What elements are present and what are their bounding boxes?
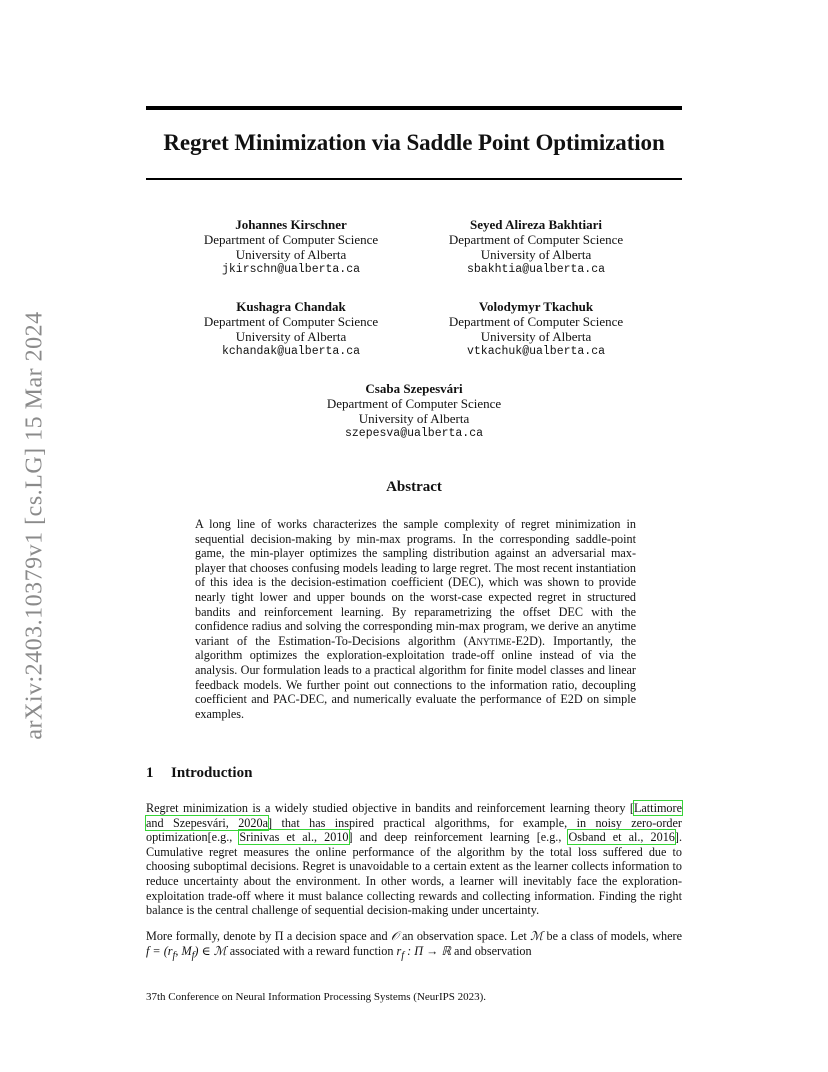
conference-footnote: 37th Conference on Neural Information Processing Systems (NeurIPS 2023).	[146, 991, 487, 1003]
math-subscript: f	[172, 950, 176, 962]
math-subscript: f	[191, 950, 195, 962]
author-name: Johannes Kirschner	[235, 217, 347, 232]
math-part: ) ∈ ℳ	[194, 943, 227, 958]
author-university: University of Alberta	[480, 247, 592, 262]
author-email: sbakhtia@ualberta.ca	[466, 263, 606, 276]
author-name: Kushagra Chandak	[236, 299, 346, 314]
section-number: 1	[146, 765, 154, 781]
paper-title: Regret Minimization via Saddle Point Optimization	[163, 130, 665, 155]
title-bottom-rule	[146, 178, 682, 180]
math-part: f = (r	[146, 943, 173, 958]
paragraph-text: be a class of models, where	[543, 929, 683, 943]
math-expression	[396, 943, 451, 962]
paragraph-text: an observation space. Let	[398, 929, 531, 943]
author-department: Department of Computer Science	[203, 314, 379, 329]
author-block	[161, 217, 421, 277]
math-symbol: Π	[274, 929, 284, 943]
citation-link[interactable]: Osband et al., 2016	[568, 830, 675, 845]
author-department: Department of Computer Science	[448, 314, 624, 329]
math-part: r	[396, 943, 402, 958]
algorithm-name: Anytime	[467, 633, 512, 648]
math-expression	[146, 943, 227, 962]
author-name: Volodymyr Tkachuk	[478, 299, 594, 314]
citation-link[interactable]: Lattimore and Szepesvári, 2020a	[146, 801, 682, 830]
math-part: : Π → ℝ	[404, 943, 451, 958]
arxiv-stamp-text: arXiv:2403.10379v1 [cs.LG] 15 Mar 2024	[21, 310, 48, 740]
algorithm-suffix: -E2D	[511, 633, 538, 648]
author-email: vtkachuk@ualberta.ca	[466, 345, 606, 358]
section-title: Introduction	[171, 765, 253, 781]
math-symbol: 𝒪	[390, 929, 399, 943]
author-name: Seyed Alireza Bakhtiari	[470, 217, 602, 232]
paragraph-text: ] that has inspired practical algorithms, for example, in noisy zero-order optimization[e.g.,	[146, 815, 682, 845]
author-block	[161, 299, 421, 359]
author-department: Department of Computer Science	[203, 232, 379, 247]
author-university: University of Alberta	[235, 329, 347, 344]
abstract-text	[195, 517, 636, 721]
author-email: kchandak@ualberta.ca	[221, 345, 361, 358]
title-top-rule	[146, 106, 682, 110]
citation-link[interactable]: Srinivas et al., 2010	[239, 830, 349, 845]
abstract-text-part: ). Importantly, the algorithm optimizes the exploration-exploitation trade-off online instead of via the analysis. Our formulation leads to a practical algorithm for finite model classes and linear feedback models. We further point out connections to the information ratio, decoupling coefficient and PAC-DEC, and numerically evaluate the performance of E2D on simple examples.	[195, 633, 636, 721]
abstract-heading: Abstract	[386, 479, 442, 495]
author-name: Csaba Szepesvári	[365, 381, 463, 396]
section-heading	[146, 765, 682, 782]
paragraph-text: a decision space and	[283, 929, 391, 943]
paragraph-text: More formally, denote by	[146, 929, 275, 943]
paragraph-text: and observation	[451, 943, 532, 958]
author-department: Department of Computer Science	[448, 232, 624, 247]
author-email: jkirschn@ualberta.ca	[221, 263, 361, 276]
math-part: , M	[175, 943, 192, 958]
author-department: Department of Computer Science	[326, 396, 502, 411]
author-university: University of Alberta	[358, 411, 470, 426]
intro-paragraph	[146, 801, 682, 918]
formal-paragraph	[146, 929, 682, 964]
author-university: University of Alberta	[480, 329, 592, 344]
author-email: szepesva@ualberta.ca	[344, 427, 484, 440]
paragraph-text: ] and deep reinforcement learning [e.g.,	[348, 830, 569, 845]
math-symbol: ℳ	[530, 929, 544, 943]
author-block	[406, 299, 666, 359]
paragraph-text: ]. Cumulative regret measures the online performance of the algorithm by the total loss suffered due to choosing suboptimal decisions. Regret is unavoidable to a certain extent as the learner collects information to reduce uncertainty about the environment. In other words, a learner will inevitably face the exploration-exploitation trade-off where it must balance collecting rewards and collecting information. Finding the right balance is the central challenge of sequential decision-making under uncertainty.	[146, 830, 682, 918]
abstract-text-part: A long line of works characterizes the sample complexity of regret minimization in sequential decision-making by min-max programs. In the corresponding saddle-point game, the min-player optimizes the sampling distribution against an adversarial max-player that chooses confusing models leading to large regret. The most recent instantiation of this idea is the decision-estimation coefficient (DEC), which was shown to provide nearly tight lower and upper bounds on the worst-case expected regret in structured bandits and reinforcement learning. By reparametrizing the offset DEC with the confidence radius and solving the corresponding min-max program, we derive an anytime variant of the Estimation-To-Decisions algorithm (	[195, 517, 636, 648]
paragraph-text: associated with a reward function	[226, 943, 397, 958]
author-block	[284, 381, 544, 441]
author-block	[406, 217, 666, 277]
arxiv-stamp	[10, 285, 60, 765]
math-subscript: f	[401, 950, 405, 962]
author-university: University of Alberta	[235, 247, 347, 262]
paragraph-text: Regret minimization is a widely studied objective in bandits and reinforcement learning theory [	[146, 801, 634, 815]
